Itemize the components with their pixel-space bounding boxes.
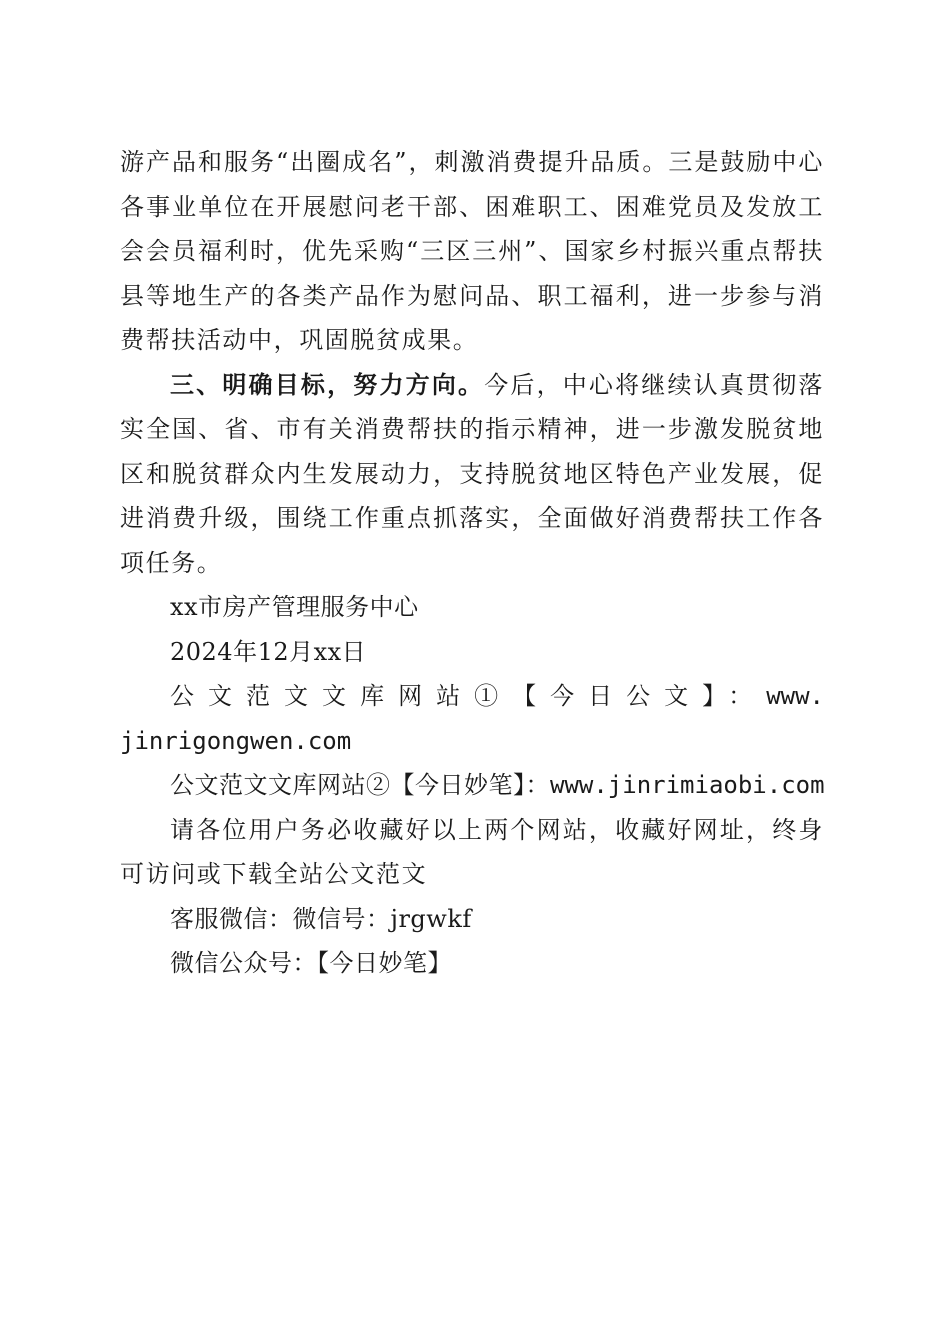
paragraph-1: 游产品和服务“出圈成名”，刺激消费提升品质。三是鼓励中心各事业单位在开展慰问老干部、困难职工、困难党员及发放工会会员福利时，优先采购“三区三州”、国家乡村振兴重点帮扶县等地生产的各类产品作为慰问品、职工福利，进一步参与消费帮扶活动中，巩固脱贫成果。 [120, 148, 824, 354]
site1-url[interactable]: www.jinrigongwen.com [120, 682, 824, 755]
service-wechat: 客服微信：微信号：jrgwkf [170, 904, 472, 933]
site1-line [120, 674, 824, 763]
site2-line [120, 763, 824, 808]
signature-date: 2024年12月xx日 [170, 637, 367, 666]
signature-org: xx市房产管理服务中心 [170, 593, 419, 621]
site2-url[interactable]: www.jinrimiaobi.com [550, 771, 825, 799]
paragraph-2-body: 今后，中心将继续认真贯彻落实全国、省、市有关消费帮扶的指示精神，进一步激发脱贫地区和脱贫群众内生发展动力，支持脱贫地区特色产业发展，促进消费升级，围绕工作重点抓落实，全面做好消费帮扶工作各项任务。 [120, 370, 824, 577]
site2-label: 公文范文文库网站②【今日妙笔】： [170, 771, 550, 799]
paragraph-2 [120, 363, 824, 586]
document-page [120, 140, 824, 986]
notice-text: 请各位用户务必收藏好以上两个网站，收藏好网址，终身可访问或下载全站公文范文 [120, 815, 824, 888]
site1-label: 公文范文文库网站①【今日公文】： [170, 682, 767, 710]
official-account: 微信公众号：【今日妙笔】 [170, 949, 452, 977]
section-heading: 三、明确目标，努力方向。 [170, 369, 485, 399]
